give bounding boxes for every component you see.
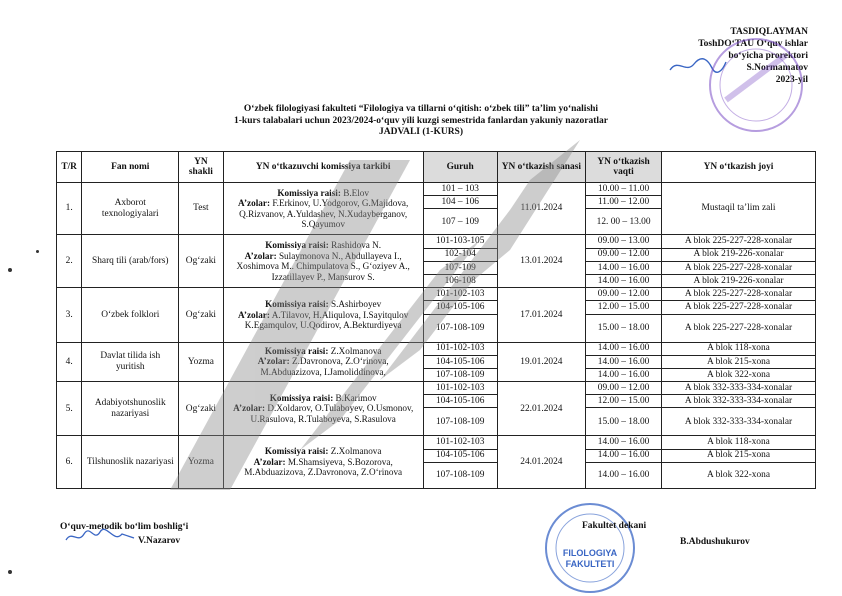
place-cell: A blok 118-xona [662,342,816,355]
footer-left-sign-line [60,534,188,548]
place-cell: A blok 225-227-228-xonalar [662,314,816,342]
time-cell: 09.00 – 12.00 [586,382,662,395]
time-cell: 12. 00 – 13.00 [586,209,662,235]
scan-dot [8,570,12,574]
group-cell: 101-102-103 [423,382,497,395]
chair-label: Komissiya raisi: [265,298,329,309]
time-cell: 15.00 – 18.00 [586,408,662,436]
chair-name: B.Elov [343,187,369,198]
time-cell: 14.00 – 16.00 [586,274,662,287]
chair-name: Z.Xolmanova [330,446,382,457]
time-cell: 11.00 – 12.00 [586,196,662,209]
table-row [57,342,816,355]
chair-label: Komissiya raisi: [269,392,334,403]
table-row [57,288,816,301]
footer-right [560,518,750,550]
group-cell: 107-108-109 [423,314,497,342]
place-cell: A blok 332-333-334-xonalar [662,382,816,395]
group-cell: 107 – 109 [423,209,497,235]
place-cell: A blok 225-227-228-xonalar [662,288,816,301]
chair-label: Komissiya raisi: [264,345,329,356]
heading-line1: O‘zbek filologiyasi fakulteti “Filologiya va tillarni o‘qitish: o‘zbek tili” ta’lim yo‘nalishi [243,104,599,114]
place-cell: A blok 225-227-228-xonalar [662,301,816,314]
footer-left-title: O‘quv-metodik bo‘lim boshlig‘i [60,522,189,532]
members-list: M.Shamsiyeva, S.Bozorova, M.Abduazizova, Z.Davronova, Z.O‘rinova [244,456,403,478]
chair-label: Komissiya raisi: [265,240,329,251]
table-header-row [57,152,816,183]
subject-name: Sharq tili (arab/fors) [82,235,179,288]
exam-form: Test [179,183,223,235]
place-cell: A blok 118-xona [662,436,816,449]
heading-line3: JADVALI (1-KURS) [378,127,463,137]
footer-left [60,520,188,548]
header-group: Guruh [423,152,497,183]
header-date: YN o‘tkazish sanasi [497,152,586,183]
table-row [57,235,816,248]
time-cell: 12.00 – 15.00 [586,395,662,408]
exam-date: 24.01.2024 [497,436,586,488]
place-cell: A blok 332-333-334-xonalar [662,395,816,408]
scan-dot [36,250,39,253]
group-cell: 107-109 [423,261,497,274]
chair-label: Komissiya raisi: [264,446,329,457]
stamp-line1: FILOLOGIYA [562,548,618,558]
commission-cell [223,183,423,235]
commission-cell [223,342,423,382]
footer-right-name: B.Abdushukurov [680,537,750,547]
place-cell: A blok 219-226-xonalar [662,274,816,287]
group-cell: 107-108-109 [423,408,497,436]
footer-right-title: Fakultet dekani [582,521,647,531]
group-cell: 101-102-103 [423,342,497,355]
approval-line1: ToshDO‘TAU O‘quv ishlar [698,39,808,49]
signature-icon [64,528,136,546]
subject-name: Axborot texnologiyalari [82,183,179,235]
row-number: 3. [57,288,82,342]
members-label: A’zolar: [244,250,277,261]
row-number: 2. [57,235,82,288]
chair-name: Rashidova N. [331,240,382,251]
table-row [57,382,816,395]
table-row [57,183,816,196]
chair-name: Z.Xolmanova [330,345,382,356]
place-cell: A blok 225-227-228-xonalar [662,235,816,248]
exam-date: 19.01.2024 [497,342,586,382]
place-cell: A blok 219-226-xonalar [662,248,816,261]
members-list: A.Tilavov, H.Aliqulova, I.Sayitqulov K.Egamqulov, U.Qodirov, A.Bekturdiyeva [244,309,409,331]
group-cell: 104 – 106 [423,196,497,209]
members-list: Z.Davronova, Z.O‘rinova, M.Abduazizova, I.Jamoliddinova, [260,356,389,378]
place-cell: Mustaqil ta’lim zali [662,183,816,235]
group-cell: 106-108 [423,274,497,287]
header-form: YN shakli [179,152,223,183]
exam-date: 22.01.2024 [497,382,586,436]
group-cell: 104-105-106 [423,301,497,314]
group-cell: 101-103-105 [423,235,497,248]
time-cell: 14.00 – 16.00 [586,462,662,488]
exam-schedule-table [56,151,816,489]
group-cell: 101 – 103 [423,183,497,196]
group-cell: 107-108-109 [423,462,497,488]
approval-year: 2023-yil [775,75,808,85]
time-cell: 14.00 – 16.00 [586,355,662,368]
place-cell: A blok 215-xona [662,449,816,462]
approval-signer: S.Normamatov [746,63,808,73]
members-label: A’zolar: [237,309,270,320]
subject-name: Adabiyotshunoslik nazariyasi [82,382,179,436]
commission-cell [223,235,423,288]
time-cell: 14.00 – 16.00 [586,261,662,274]
header-commission: YN o‘tkazuvchi komissiya tarkibi [223,152,423,183]
place-cell: A blok 322-xona [662,462,816,488]
time-cell: 09.00 – 12.00 [586,248,662,261]
subject-name: O‘zbek folklori [82,288,179,342]
row-number: 6. [57,436,82,488]
subject-name: Davlat tilida ish yuritish [82,342,179,382]
row-number: 5. [57,382,82,436]
time-cell: 14.00 – 16.00 [586,449,662,462]
group-cell: 107-108-109 [423,368,497,381]
stamp-line2: FAKULTETI [565,559,615,569]
exam-form: Yozma [179,436,223,488]
members-label: A’zolar: [257,356,290,367]
exam-date: 11.01.2024 [497,183,586,235]
time-cell: 14.00 – 16.00 [586,342,662,355]
commission-cell [223,288,423,342]
group-cell: 101-102-103 [423,436,497,449]
scan-dot [8,268,12,272]
group-cell: 104-105-106 [423,355,497,368]
header-place: YN o‘tkazish joyi [662,152,816,183]
exam-form: Og‘zaki [179,382,223,436]
members-list: D.Xoldarov, O.Tulaboyev, O.Usmonov, U.Rasulova, R.Tulaboyeva, S.Rasulova [250,403,414,425]
chair-name: B.Karimov [335,392,377,403]
time-cell: 14.00 – 16.00 [586,436,662,449]
approval-line2: bo‘yicha prorektori [728,51,808,61]
exam-date: 13.01.2024 [497,235,586,288]
row-number: 4. [57,342,82,382]
members-label: A’zolar: [253,456,286,467]
header-subject: Fan nomi [82,152,179,183]
members-label: A’zolar: [238,198,271,209]
approval-title: TASDIQLAYMAN [730,27,808,37]
subject-name: Tilshunoslik nazariyasi [82,436,179,488]
place-cell: A blok 322-xona [662,368,816,381]
chair-label: Komissiya raisi: [277,187,341,198]
group-cell: 104-105-106 [423,449,497,462]
place-cell: A blok 215-xona [662,355,816,368]
time-cell: 14.00 – 16.00 [586,368,662,381]
commission-cell [223,436,423,488]
group-cell: 104-105-106 [423,395,497,408]
place-cell: A blok 332-333-334-xonalar [662,408,816,436]
members-label: A’zolar: [233,403,266,414]
header-time: YN o‘tkazish vaqti [586,152,662,183]
members-list: F.Erkinov, U.Yodgorov, G.Majidova, Q.Rizvanov, A.Yuldashev, N.Xudayberganov, S.Qayumov [239,198,409,230]
place-cell: A blok 225-227-228-xonalar [662,261,816,274]
group-cell: 102-104 [423,248,497,261]
exam-form: Og‘zaki [179,235,223,288]
time-cell: 09.00 – 12.00 [586,288,662,301]
commission-cell [223,382,423,436]
time-cell: 09.00 – 13.00 [586,235,662,248]
table-row [57,436,816,449]
members-list: Sulaymonova N., Abdullayeva I., Xoshimova M.. Chimpulatova S., G‘oziyev A., Izzatillayev P., Mansurov S. [236,250,410,282]
group-cell: 101-102-103 [423,288,497,301]
time-cell: 10.00 – 11.00 [586,183,662,196]
footer-right-sign-line [560,534,750,550]
exam-form: Yozma [179,342,223,382]
exam-form: Og‘zaki [179,288,223,342]
document-heading [0,104,842,139]
time-cell: 12.00 – 15.00 [586,301,662,314]
time-cell: 15.00 – 18.00 [586,314,662,342]
heading-line2: 1-kurs talabalari uchun 2023/2024-o‘quv yili kuzgi semestrida fanlardan yakuniy nazoratlar [234,115,608,126]
exam-date: 17.01.2024 [497,288,586,342]
row-number: 1. [57,183,82,235]
chair-name: S.Ashirboyev [330,298,382,309]
footer-left-name: V.Nazarov [138,536,181,546]
header-tr: T/R [57,152,82,183]
